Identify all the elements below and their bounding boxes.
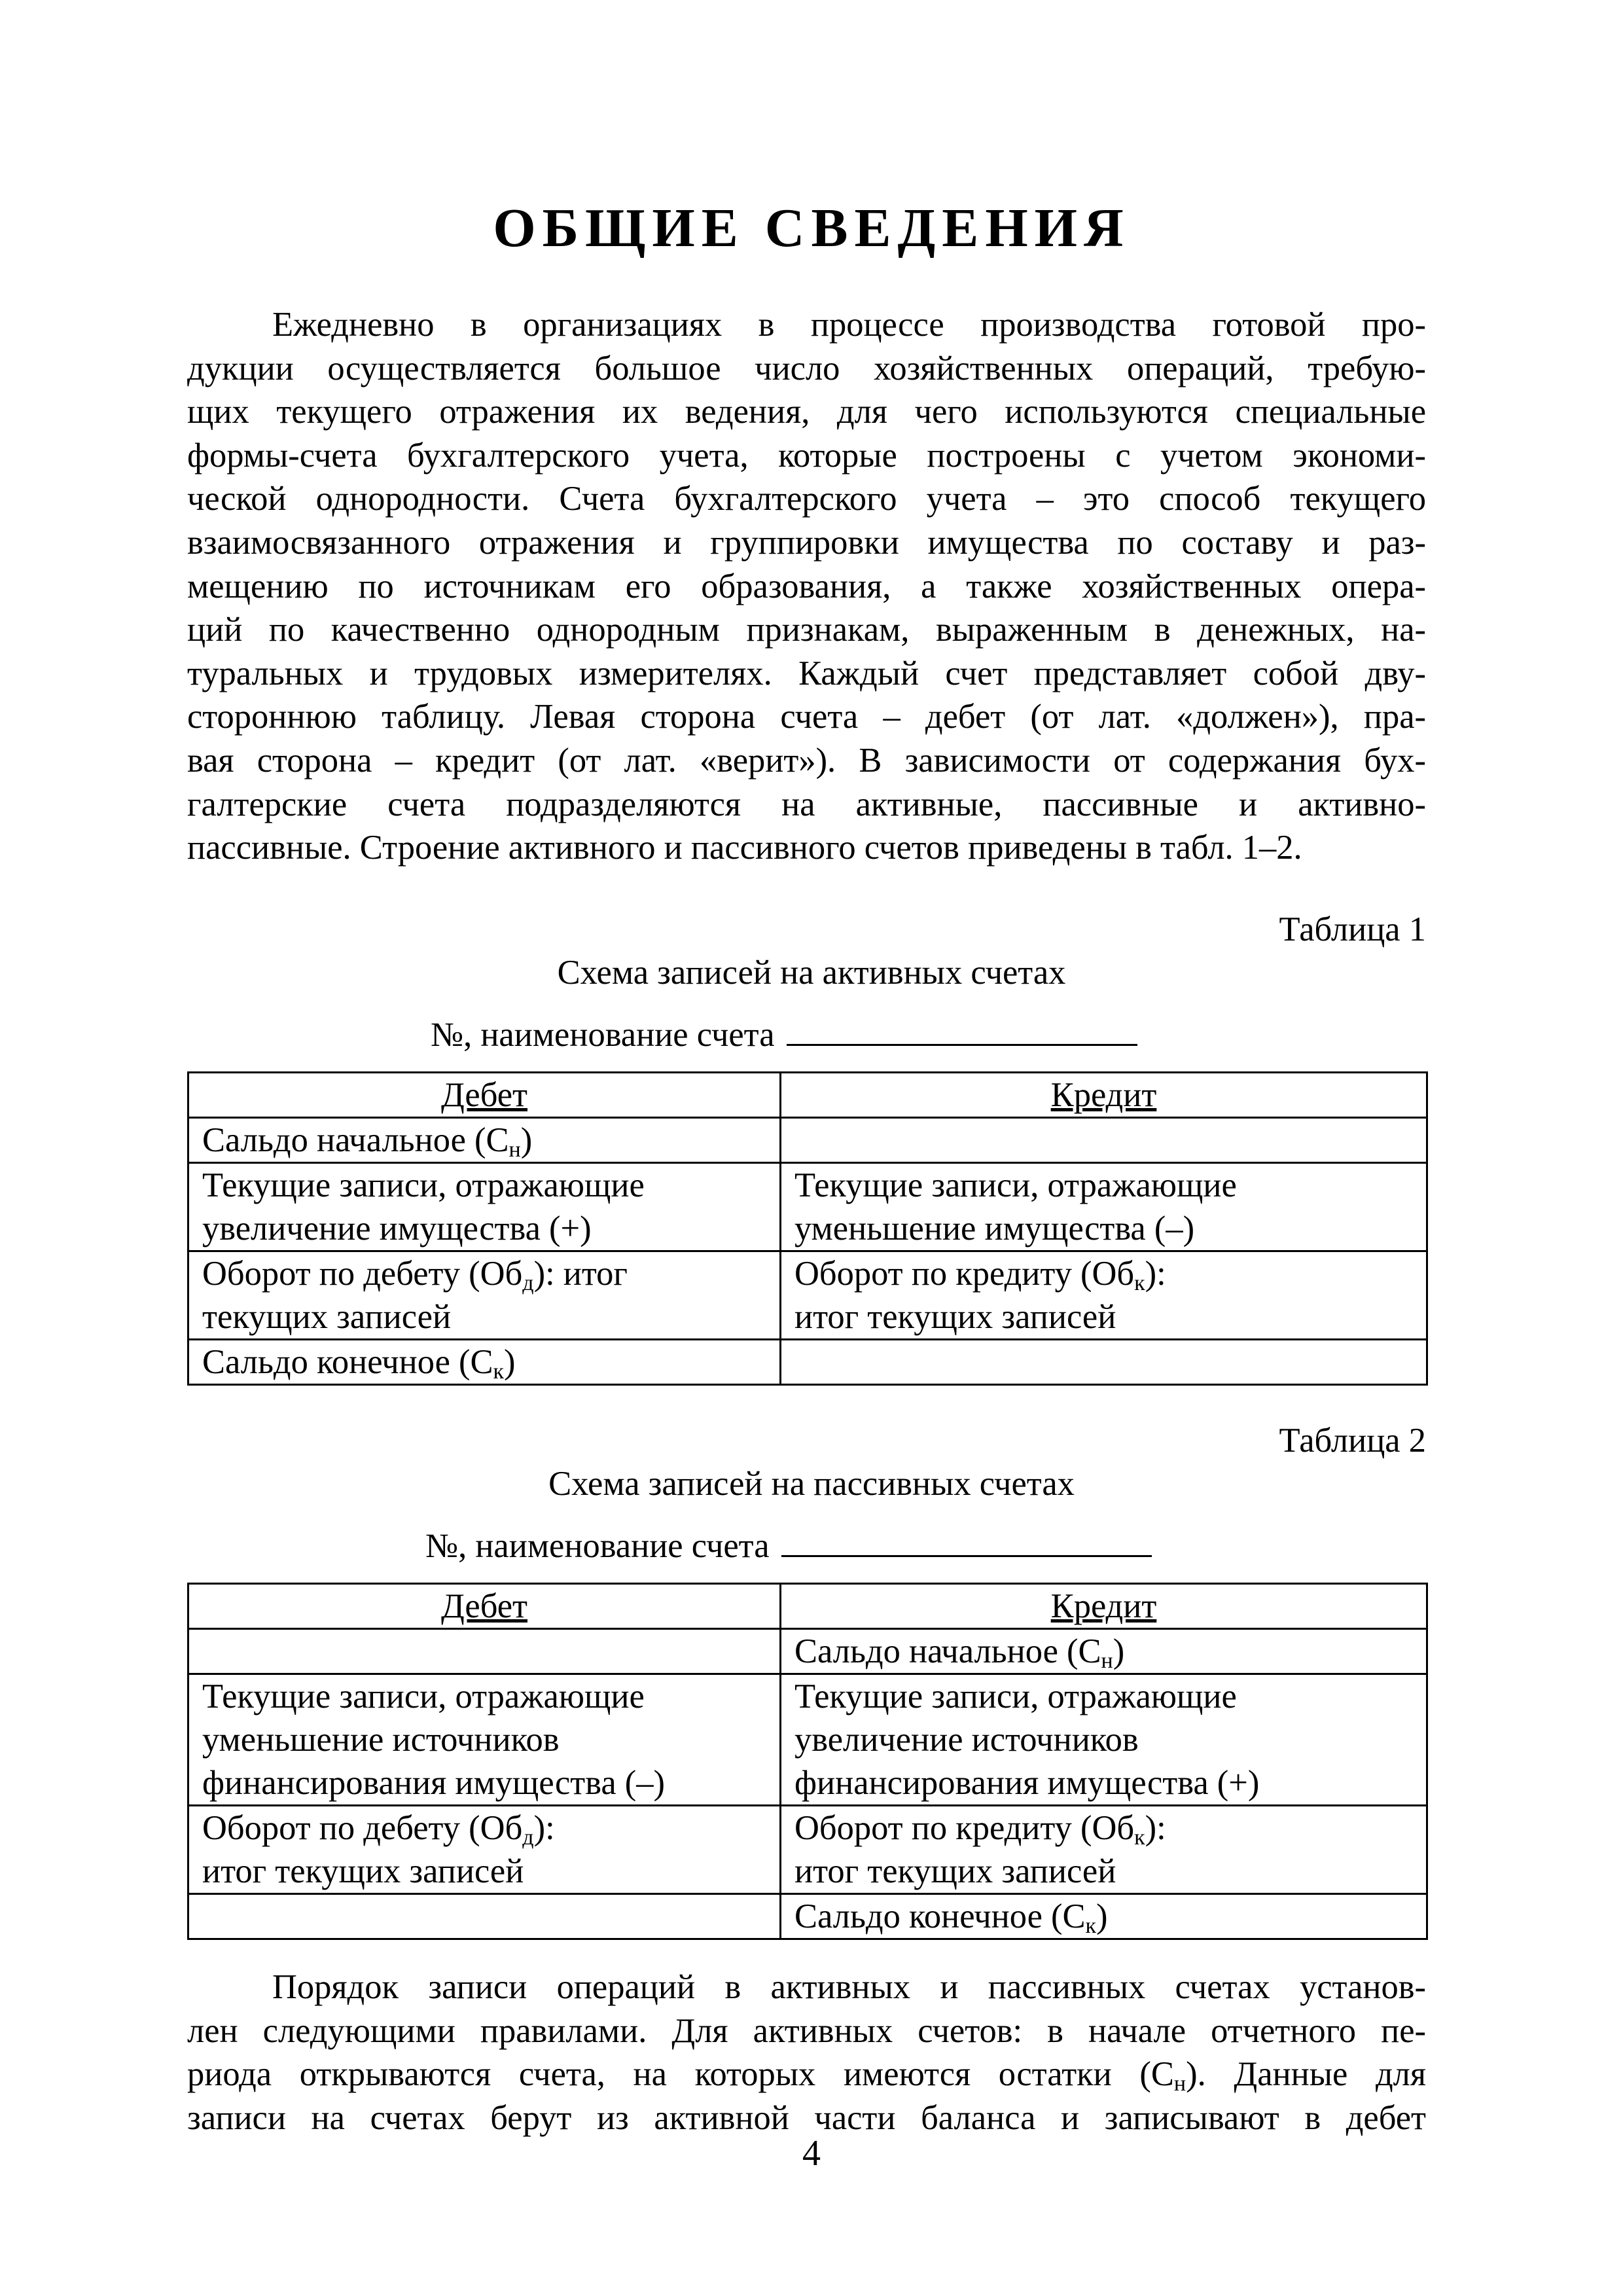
paragraph-line: ческой однородности. Счета бухгалтерского учета – это способ текущего <box>187 480 1426 518</box>
empty-cell <box>781 1340 1427 1385</box>
table-row <box>188 1340 1427 1385</box>
table-row <box>188 1163 1427 1251</box>
paragraph-line: пассивные. Строение активного и пассивного счетов приведены в табл. 1–2. <box>187 829 1302 867</box>
paragraph-line: щих текущего отражения их ведения, для чего используются специальные <box>187 393 1426 431</box>
table-header-row <box>188 1073 1427 1118</box>
closing-balance-debit: Сальдо конечное $(С_к)$ <box>188 1340 781 1385</box>
current-entries-credit: Текущие записи, отражающие уменьшение имущества (–) <box>781 1163 1427 1251</box>
paragraph-line: взаимосвязанного отражения и группировки имущества по составу и раз- <box>187 523 1426 562</box>
table1-title: Схема записей на активных счетах <box>557 954 1066 992</box>
table2-title: Схема записей на пассивных счетах <box>548 1465 1075 1503</box>
account-blank-line <box>787 1007 1137 1046</box>
intro-paragraph <box>187 303 1426 870</box>
paragraph-line: Ежедневно в организациях в процессе производства готовой про- <box>272 306 1426 344</box>
paragraph-line: туральных и трудовых измерителях. Каждый счет представляет собой дву- <box>187 654 1426 692</box>
paragraph-line: галтерские счета подразделяются на активные, пассивные и активно- <box>187 785 1426 823</box>
empty-cell <box>781 1118 1427 1163</box>
table1-account-line <box>431 1007 1137 1056</box>
turnover-debit: Оборот по дебету $(Об_д)$: итог текущих записей <box>188 1806 781 1894</box>
page-number: 4 <box>802 2133 821 2174</box>
table-row <box>188 1894 1427 1939</box>
credit-header: Кредит <box>781 1073 1427 1118</box>
current-entries-debit: Текущие записи, отражающие уменьшение источников финансирования имущества (–) <box>188 1674 781 1806</box>
table1-active-accounts <box>187 1071 1428 1386</box>
table2-passive-accounts <box>187 1583 1428 1940</box>
table-row <box>188 1674 1427 1806</box>
closing-balance-credit: Сальдо конечное $(С_к)$ <box>781 1894 1427 1939</box>
debit-header: Дебет <box>188 1073 781 1118</box>
table-row <box>188 1629 1427 1674</box>
paragraph-line: записи на счетах берут из активной части баланса и записывают в дебет <box>187 2098 1426 2137</box>
current-entries-credit: Текущие записи, отражающие увеличение источников финансирования имущества (+) <box>781 1674 1427 1806</box>
opening-balance-debit: Сальдо начальное $(С_н)$ <box>188 1118 781 1163</box>
table1-caption: Таблица 1 <box>1279 910 1426 948</box>
table2-account-line <box>425 1518 1152 1568</box>
paragraph-line: формы-счета бухгалтерского учета, которые построены с учетом экономи- <box>187 436 1426 475</box>
credit-header: Кредит <box>781 1584 1427 1629</box>
account-label: №, наименование счета <box>425 1527 770 1565</box>
turnover-credit: Оборот по кредиту $(Об_к)$: итог текущих записей <box>781 1806 1427 1894</box>
current-entries-debit: Текущие записи, отражающие увеличение имущества (+) <box>188 1163 781 1251</box>
paragraph-line: Порядок записи операций в активных и пассивных счетах установ- <box>272 1968 1426 2006</box>
empty-cell <box>188 1894 781 1939</box>
turnover-credit: Оборот по кредиту $(Об_к)$: итог текущих записей <box>781 1251 1427 1340</box>
paragraph-line: лен следующими правилами. Для активных счетов: в начале отчетного пе- <box>187 2011 1426 2050</box>
paragraph-line: стороннюю таблицу. Левая сторона счета – дебет (от лат. «должен»), пра- <box>187 698 1426 736</box>
empty-cell <box>188 1629 781 1674</box>
section-title: ОБЩИЕ СВЕДЕНИЯ <box>493 198 1130 259</box>
account-label: №, наименование счета <box>431 1016 775 1054</box>
table-row <box>188 1806 1427 1894</box>
table2-caption: Таблица 2 <box>1279 1422 1426 1460</box>
debit-header: Дебет <box>188 1584 781 1629</box>
table-row <box>188 1118 1427 1163</box>
table-row <box>188 1251 1427 1340</box>
paragraph-line: ций по качественно однородным признакам, выраженным в денежных, на- <box>187 611 1426 649</box>
paragraph-line: риода открываются счета, на которых имеются остатки $(С_н)$. Данные для <box>187 2055 1427 2096</box>
turnover-debit: Оборот по дебету $(Об_д)$: итог текущих записей <box>188 1251 781 1340</box>
paragraph-line: дукции осуществляется большое число хозяйственных операций, требую- <box>187 349 1426 387</box>
rules-paragraph <box>187 1965 1426 2140</box>
opening-balance-credit: Сальдо начальное $(С_н)$ <box>781 1629 1427 1674</box>
table-header-row <box>188 1584 1427 1629</box>
paragraph-line: мещению по источникам его образования, а также хозяйственных опера- <box>187 567 1426 605</box>
account-blank-line <box>781 1518 1152 1557</box>
paragraph-line: вая сторона – кредит (от лат. «верит»). В зависимости от содержания бух- <box>187 741 1426 780</box>
